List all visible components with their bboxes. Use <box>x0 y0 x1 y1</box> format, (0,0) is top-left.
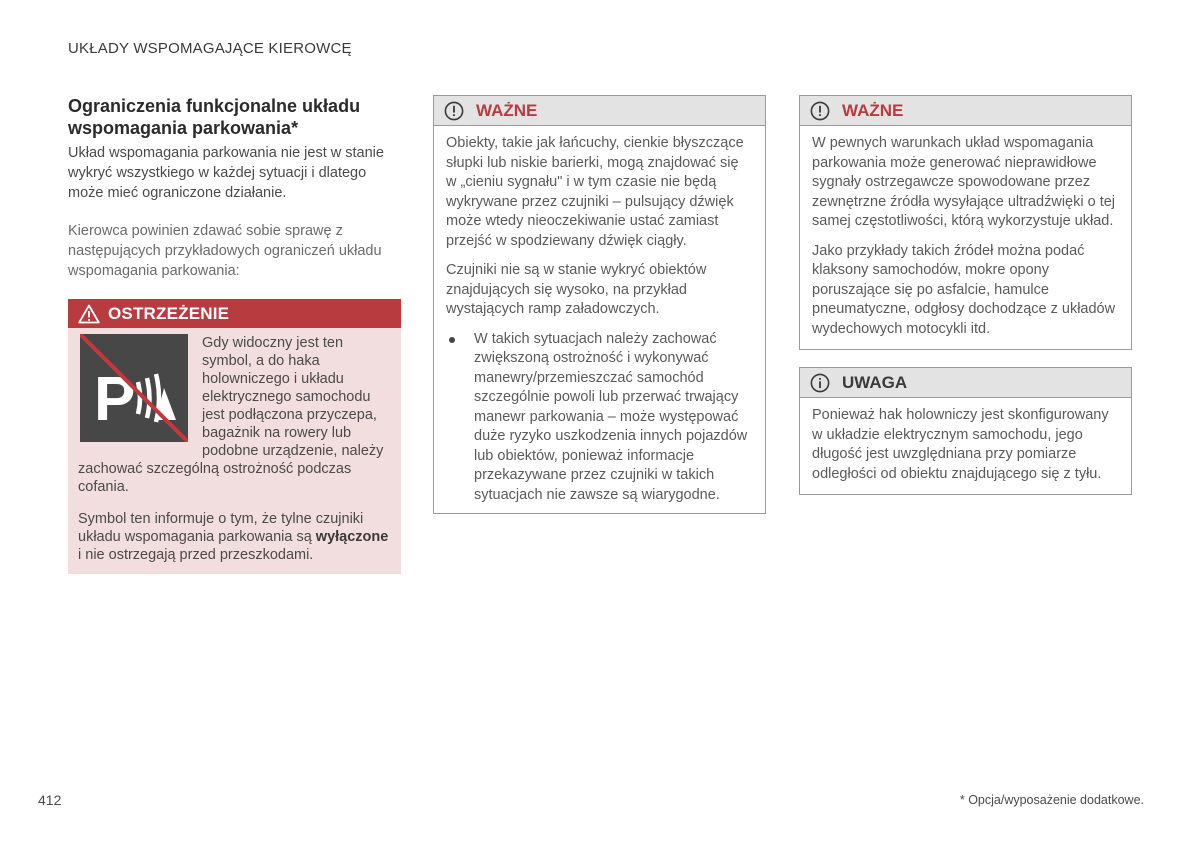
note-box <box>799 367 1132 495</box>
chapter-header: UKŁADY WSPOMAGAJĄCE KIEROWCĘ <box>68 40 352 57</box>
right-column <box>799 95 1132 495</box>
svg-text:P: P <box>94 365 136 434</box>
parking-sensor-off-icon <box>80 334 188 442</box>
note-header <box>800 368 1131 398</box>
left-column <box>68 95 401 574</box>
page-number: 412 <box>38 792 62 808</box>
warning-text-1: Gdy widoczny jest ten symbol, a do haka holowniczego i układu elektrycznego samochodu jest podłączona przyczepa, bagażnik na rowery lub podobne urządzenie, należy zachować szczególną ostrożność podczas cofania. <box>78 335 384 495</box>
important-header <box>434 96 765 126</box>
intro-paragraph: Układ wspomagania parkowania nie jest w stanie wykryć wszystkiego w każdej sytuacji i dlatego może mieć ograniczone działanie. <box>68 145 384 201</box>
warning-text-2: Symbol ten informuje o tym, że tylne czujniki układu wspomagania parkowania są wyłączone i nie ostrzegają przed przeszkodami. <box>78 511 389 563</box>
important-header-2 <box>800 96 1131 126</box>
middle-column <box>433 95 766 514</box>
important-paragraph-1: Obiekty, takie jak łańcuchy, cienkie błyszczące słupki lub niskie barierki, mogą znajdować się w „cieniu sygnału" i w tym czasie nie będą wykrywane przez czujniki – pulsujący dźwięk może wtedy nieoczekiwanie ustać zamiast przejść w spodziewany dźwięk ciągły. <box>446 135 744 249</box>
exclamation-circle-icon <box>810 101 830 121</box>
important-2-paragraph-1: W pewnych warunkach układ wspomagania parkowania może generować nieprawidłowe sygnały ostrzegawcze spowodowane przez zewnętrzne źródła wysyłające ultradźwięki o tej samej częstotliwości, którą wykorzystuje układ. <box>812 135 1116 229</box>
limitations-paragraph: Kierowca powinien zdawać sobie sprawę z następujących przykładowych ograniczeń układu wspomagania parkowania: <box>68 223 382 279</box>
important-list <box>446 330 753 506</box>
important-body <box>434 126 765 513</box>
info-circle-icon <box>810 373 830 393</box>
section-title-line1: Ograniczenia funkcjonalne układu <box>68 96 361 116</box>
section-title-line2: wspomagania parkowania* <box>68 118 299 138</box>
warning-bold-word: wyłączone <box>315 529 389 545</box>
note-title: UWAGA <box>842 372 908 392</box>
warning-title: OSTRZEŻENIE <box>108 303 230 323</box>
list-item: W takich sytuacjach należy zachować zwiększoną ostrożność i wykonywać manewry/przemieszczać samochód szczególnie powoli lub przerwać trwający manewr parkowania – może występować duże ryzyko uszkodzenia innych pojazdów lub obiektów, ponieważ informacje przekazywane przez czujniki w takich sytuacjach nie zawsze są wiarygodne. <box>446 330 753 506</box>
note-body <box>800 398 1131 494</box>
warning-triangle-icon <box>78 304 100 324</box>
exclamation-circle-icon <box>444 101 464 121</box>
warning-header <box>68 299 401 328</box>
important-paragraph-2: Czujniki nie są w stanie wykryć obiektów znajdujących się wysoko, na przykład wystających ramp załadowczych. <box>446 262 707 317</box>
note-paragraph: Ponieważ hak holowniczy jest skonfigurowany w układzie elektrycznym samochodu, jego długość jest uwzględniana przy pomiarze odległości od obiektu znajdującego się z tyłu. <box>812 407 1109 482</box>
important-body-2 <box>800 126 1131 349</box>
section-title <box>68 95 401 139</box>
important-title: WAŻNE <box>476 100 538 120</box>
important-2-paragraph-2: Jako przykłady takich źródeł można podać klaksony samochodów, mokre opony poruszające się po asfalcie, hamulce pneumatyczne, odgłosy dochodzące z układów wydechowych motocykli itd. <box>812 242 1116 337</box>
important-box-2 <box>799 95 1132 350</box>
footnote: * Opcja/wyposażenie dodatkowe. <box>959 793 1144 807</box>
warning-body <box>68 328 401 574</box>
important-box <box>433 95 766 514</box>
warning-box <box>68 299 401 574</box>
important-title-2: WAŻNE <box>842 100 904 120</box>
